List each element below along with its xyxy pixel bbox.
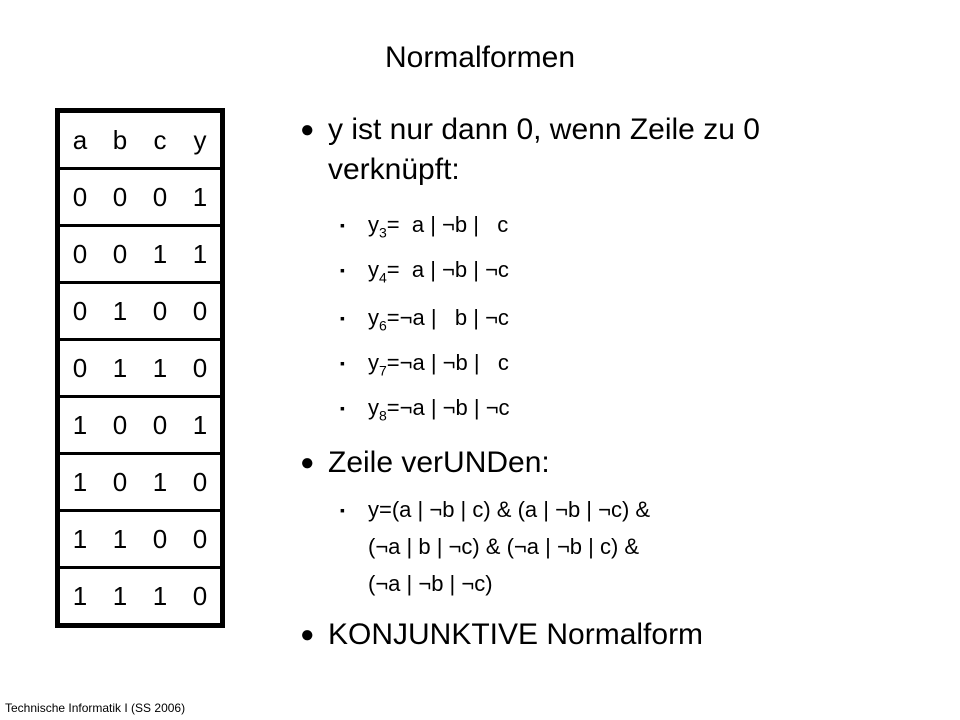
table-header-cell: y <box>180 112 222 169</box>
bullet-dot-icon: ● <box>300 621 315 648</box>
table-cell: 1 <box>100 340 140 397</box>
table-cell: 0 <box>180 568 222 625</box>
bullet-text: KONJUNKTIVE Normalform <box>328 618 704 651</box>
table-cell: 0 <box>59 340 101 397</box>
table-cell: 1 <box>180 397 222 454</box>
table-cell: 0 <box>180 511 222 568</box>
table-header-cell: a <box>59 112 101 169</box>
square-bullet-icon: ▪ <box>340 400 345 416</box>
table-row <box>59 340 222 397</box>
slide-title: Normalformen <box>384 41 576 74</box>
slide-footer: Technische Informatik I (SS 2006) <box>5 701 186 715</box>
square-bullet-icon: ▪ <box>340 217 345 233</box>
clause-text: $y_6=\neg a$ | b | ¬c <box>368 305 509 334</box>
table-cell: 0 <box>59 283 101 340</box>
truth-table <box>57 110 223 626</box>
table-cell: 0 <box>100 169 140 226</box>
table-row <box>59 511 222 568</box>
clause-text: $y_4= a$ | ¬b | ¬c <box>368 257 509 286</box>
table-cell: 0 <box>180 283 222 340</box>
table-row <box>59 397 222 454</box>
table-cell: 0 <box>59 226 101 283</box>
table-header-cell: b <box>100 112 140 169</box>
table-cell: 1 <box>140 568 180 625</box>
table-cell: 0 <box>140 283 180 340</box>
table-cell: 1 <box>140 340 180 397</box>
bullet-text: Zeile verUNDen: <box>328 446 550 479</box>
table-cell: 1 <box>140 226 180 283</box>
table-cell: 0 <box>59 169 101 226</box>
table-row <box>59 169 222 226</box>
bullet-dot-icon: ● <box>300 449 315 476</box>
table-cell: 0 <box>100 397 140 454</box>
square-bullet-icon: ▪ <box>340 355 345 371</box>
table-cell: 0 <box>140 511 180 568</box>
table-cell: 0 <box>100 454 140 511</box>
bullet-text: verknüpft: <box>328 153 460 186</box>
table-row <box>59 283 222 340</box>
table-cell: 0 <box>180 454 222 511</box>
table-row <box>59 454 222 511</box>
bullet-text: y ist nur dann 0, wenn Zeile zu 0 <box>328 113 760 146</box>
table-cell: 0 <box>180 340 222 397</box>
clause-text: $y_7=\neg a$ | ¬b | c <box>368 350 509 379</box>
table-row <box>59 226 222 283</box>
formula-line: (¬a | ¬b | ¬c) <box>368 571 493 596</box>
table-header-row <box>59 112 222 169</box>
formula-line: (¬a | b | ¬c) & (¬a | ¬b | c) & <box>368 534 640 559</box>
clause-text: $y_8=\neg a$ | ¬b | ¬c <box>368 395 510 424</box>
table-cell: 1 <box>180 226 222 283</box>
table-cell: 0 <box>140 397 180 454</box>
table-cell: 0 <box>100 226 140 283</box>
table-cell: 1 <box>100 283 140 340</box>
table-header-cell: c <box>140 112 180 169</box>
square-bullet-icon: ▪ <box>340 502 345 518</box>
table-cell: 1 <box>59 397 101 454</box>
formula-line: y=(a | ¬b | c) & (a | ¬b | ¬c) & <box>368 497 651 522</box>
table-cell: 1 <box>100 511 140 568</box>
table-cell: 1 <box>100 568 140 625</box>
table-cell: 0 <box>140 169 180 226</box>
table-row <box>59 568 222 625</box>
bullet-dot-icon: ● <box>300 116 315 143</box>
table-cell: 1 <box>59 454 101 511</box>
clause-text: $y_3= a$ | ¬b | c <box>368 212 509 241</box>
square-bullet-icon: ▪ <box>340 310 345 326</box>
table-cell: 1 <box>140 454 180 511</box>
table-cell: 1 <box>59 511 101 568</box>
square-bullet-icon: ▪ <box>340 262 345 278</box>
table-cell: 1 <box>59 568 101 625</box>
table-cell: 1 <box>180 169 222 226</box>
